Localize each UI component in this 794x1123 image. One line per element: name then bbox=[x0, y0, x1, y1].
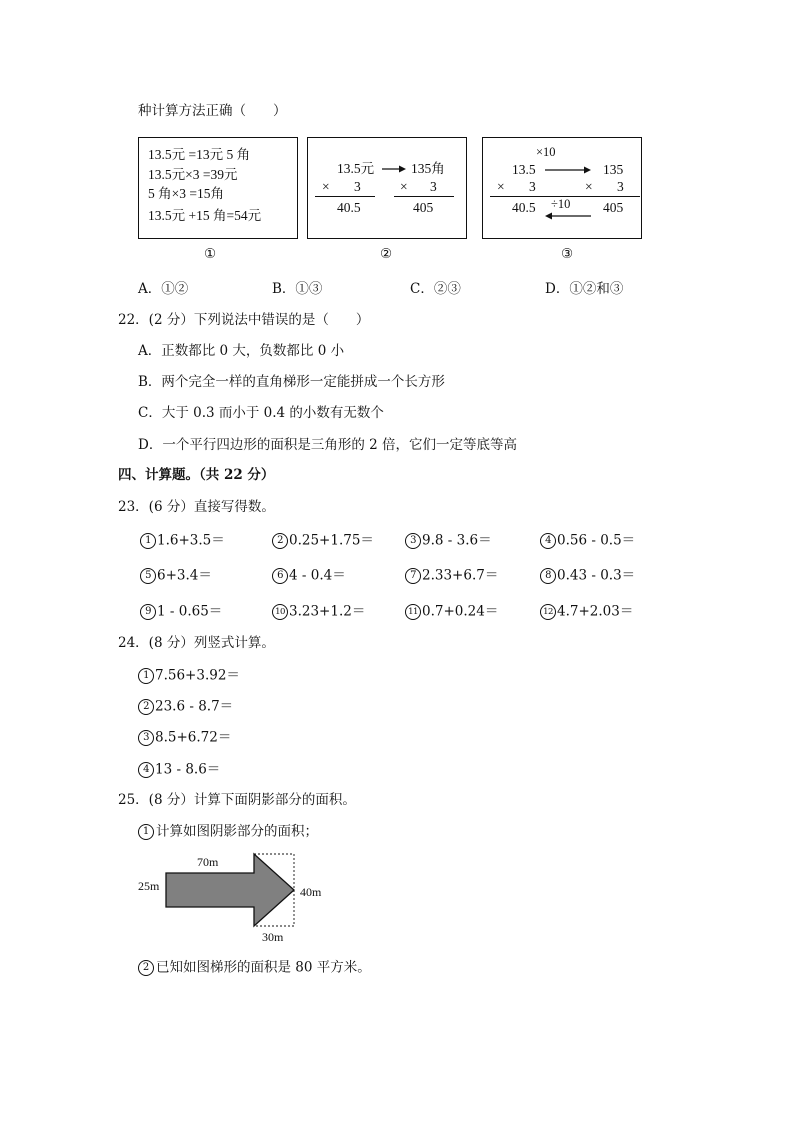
box1-line-1: 13.5元 =13元 5 角 bbox=[148, 147, 251, 162]
circled-number: 11 bbox=[405, 604, 421, 620]
box2-times-2: × bbox=[400, 179, 408, 194]
arrow-figure bbox=[130, 850, 350, 950]
box-label-1: ① bbox=[204, 246, 217, 262]
q22-option-b[interactable]: B．两个完全一样的直角梯形一定能拼成一个长方形 bbox=[138, 374, 445, 390]
box2-m-1: 3 bbox=[354, 179, 361, 194]
q21-intro: 种计算方法正确（ ） bbox=[138, 103, 287, 119]
dim-left: 25m bbox=[138, 879, 160, 893]
q23-expression: 4 - 0.4＝ bbox=[289, 567, 346, 584]
q23-expression: 1 - 0.65＝ bbox=[157, 603, 223, 620]
box1-line-2: 13.5元×3 =39元 bbox=[148, 167, 238, 182]
q22-stem: 22．(2 分）下列说法中错误的是（ ） bbox=[118, 312, 370, 328]
box2-a: 13.5元 bbox=[337, 161, 375, 176]
circled-number: 7 bbox=[405, 568, 421, 584]
q23-item bbox=[405, 568, 498, 584]
box3-times-1: × bbox=[497, 179, 505, 194]
box3-times10: ×10 bbox=[536, 145, 556, 159]
q24-item bbox=[138, 699, 233, 715]
q23-expression: 0.7+0.24＝ bbox=[422, 603, 499, 620]
q23-expression: 1.6+3.5＝ bbox=[157, 532, 225, 549]
box3-b: 135 bbox=[603, 162, 624, 177]
circled-number: 3 bbox=[138, 730, 154, 746]
box3-ra: 40.5 bbox=[512, 200, 536, 215]
q25-part-1-text: 计算如图阴影部分的面积； bbox=[156, 823, 318, 840]
q23-item bbox=[540, 604, 633, 620]
q23-stem: 23．(6 分）直接写得数。 bbox=[118, 499, 275, 515]
q24-item bbox=[138, 730, 231, 746]
q22-option-c[interactable]: C．大于 0.3 而小于 0.4 的小数有无数个 bbox=[138, 405, 384, 421]
box1-line-3: 5 角×3 =15角 bbox=[148, 186, 224, 201]
box3-div10: ÷10 bbox=[551, 197, 571, 211]
q24-item bbox=[138, 668, 240, 684]
circled-number: 6 bbox=[272, 568, 288, 584]
q22-option-d[interactable]: D．一个平行四边形的面积是三角形的 2 倍，它们一定等底等高 bbox=[138, 437, 517, 453]
q23-expression: 0.25+1.75＝ bbox=[289, 532, 374, 549]
box2-rule-1 bbox=[315, 196, 375, 197]
circled-number: 5 bbox=[140, 568, 156, 584]
box3-times-2: × bbox=[585, 179, 593, 194]
box3-m-1: 3 bbox=[529, 179, 536, 194]
circled-number: 3 bbox=[405, 533, 421, 549]
circled-number: 1 bbox=[140, 533, 156, 549]
q23-item bbox=[140, 604, 222, 620]
q25-part-2 bbox=[138, 960, 371, 976]
q23-item bbox=[540, 568, 635, 584]
box2-m-2: 3 bbox=[430, 179, 437, 194]
q24-expression: 7.56+3.92＝ bbox=[155, 667, 240, 684]
circled-number: 2 bbox=[272, 533, 288, 549]
section-4-heading: 四、计算题。（共 22 分） bbox=[118, 467, 275, 483]
box2-rb: 405 bbox=[413, 200, 434, 215]
circled-number: 8 bbox=[540, 568, 556, 584]
box3-rb: 405 bbox=[603, 200, 624, 215]
q23-item bbox=[540, 533, 635, 549]
q23-item bbox=[405, 604, 498, 620]
q23-item bbox=[272, 533, 374, 549]
circled-number: 10 bbox=[272, 604, 288, 620]
box-label-3: ③ bbox=[561, 246, 574, 262]
q25-part-1 bbox=[138, 824, 318, 840]
circled-number: 1 bbox=[138, 668, 154, 684]
q23-expression: 0.56 - 0.5＝ bbox=[557, 532, 636, 549]
q21-option-b[interactable]: B．①③ bbox=[272, 281, 323, 297]
q23-expression: 6+3.4＝ bbox=[157, 567, 212, 584]
circled-number: 2 bbox=[138, 960, 154, 976]
q23-expression: 0.43 - 0.3＝ bbox=[557, 567, 636, 584]
q23-item bbox=[272, 568, 346, 584]
q24-stem: 24．(8 分）列竖式计算。 bbox=[118, 635, 275, 651]
box3-m-2: 3 bbox=[617, 179, 624, 194]
box2-rule-2 bbox=[394, 196, 454, 197]
method-box-1 bbox=[138, 137, 298, 239]
q23-item bbox=[405, 533, 492, 549]
q24-expression: 23.6 - 8.7＝ bbox=[155, 698, 234, 715]
dim-top: 70m bbox=[197, 855, 219, 869]
circled-number: 4 bbox=[138, 762, 154, 778]
circled-number: 4 bbox=[540, 533, 556, 549]
box2-times-1: × bbox=[322, 179, 330, 194]
q21-option-c[interactable]: C．②③ bbox=[410, 281, 461, 297]
q23-expression: 2.33+6.7＝ bbox=[422, 567, 499, 584]
q24-item bbox=[138, 762, 220, 778]
q24-expression: 13 - 8.6＝ bbox=[155, 761, 221, 778]
arrow-right-icon bbox=[381, 164, 407, 174]
dim-right: 40m bbox=[300, 885, 322, 899]
shaded-arrow-shape bbox=[166, 854, 294, 926]
arrow-left-icon bbox=[544, 211, 592, 221]
method-box-2 bbox=[307, 137, 467, 239]
q22-option-a[interactable]: A．正数都比 0 大，负数都比 0 小 bbox=[138, 343, 345, 359]
dim-bottom: 30m bbox=[262, 930, 284, 944]
box2-b: 135角 bbox=[411, 161, 445, 176]
q21-option-a[interactable]: A．①② bbox=[138, 281, 189, 297]
q24-expression: 8.5+6.72＝ bbox=[155, 729, 232, 746]
q23-item bbox=[140, 533, 225, 549]
q25-stem: 25．(8 分）计算下面阴影部分的面积。 bbox=[118, 792, 356, 808]
q23-item bbox=[272, 604, 365, 620]
box3-a: 13.5 bbox=[512, 162, 536, 177]
circled-number: 2 bbox=[138, 699, 154, 715]
box1-line-4: 13.5元 +15 角=54元 bbox=[148, 208, 262, 223]
method-box-3 bbox=[482, 137, 642, 239]
q23-item bbox=[140, 568, 212, 584]
box2-ra: 40.5 bbox=[337, 200, 361, 215]
circled-number: 9 bbox=[140, 604, 156, 620]
arrow-right-icon bbox=[544, 165, 592, 175]
q23-expression: 4.7+2.03＝ bbox=[557, 603, 634, 620]
q23-expression: 9.8 - 3.6＝ bbox=[422, 532, 492, 549]
circled-number: 1 bbox=[138, 824, 154, 840]
box-label-2: ② bbox=[380, 246, 393, 262]
circled-number: 12 bbox=[540, 604, 556, 620]
q21-option-d[interactable]: D．①②和③ bbox=[545, 281, 624, 297]
q23-expression: 3.23+1.2＝ bbox=[289, 603, 366, 620]
q25-part-2-text: 已知如图梯形的面积是 80 平方米。 bbox=[156, 959, 371, 976]
